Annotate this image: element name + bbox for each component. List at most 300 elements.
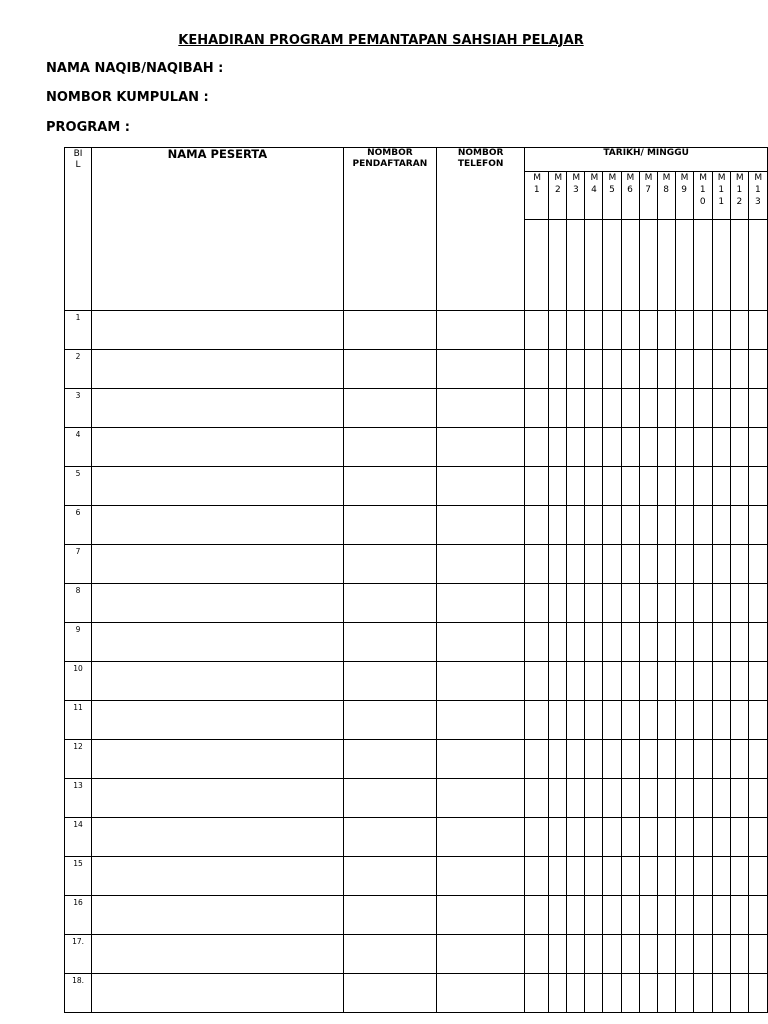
- attendance-cell[interactable]: [712, 506, 730, 545]
- nama-peserta-cell[interactable]: [92, 701, 344, 740]
- attendance-cell[interactable]: [585, 662, 603, 701]
- attendance-cell[interactable]: [603, 662, 621, 701]
- attendance-cell[interactable]: [730, 467, 748, 506]
- attendance-cell[interactable]: [748, 935, 767, 974]
- attendance-cell[interactable]: [549, 740, 567, 779]
- attendance-cell[interactable]: [585, 740, 603, 779]
- attendance-cell[interactable]: [585, 623, 603, 662]
- attendance-cell[interactable]: [603, 857, 621, 896]
- attendance-cell[interactable]: [675, 818, 693, 857]
- nama-peserta-cell[interactable]: [92, 740, 344, 779]
- attendance-cell[interactable]: [525, 389, 549, 428]
- attendance-cell[interactable]: [567, 662, 585, 701]
- attendance-cell[interactable]: [730, 623, 748, 662]
- attendance-cell[interactable]: [603, 896, 621, 935]
- attendance-cell[interactable]: [525, 701, 549, 740]
- attendance-cell[interactable]: [693, 662, 712, 701]
- attendance-cell[interactable]: [549, 935, 567, 974]
- attendance-cell[interactable]: [621, 623, 639, 662]
- attendance-cell[interactable]: [549, 701, 567, 740]
- attendance-cell[interactable]: [549, 350, 567, 389]
- attendance-cell[interactable]: [657, 935, 675, 974]
- attendance-cell[interactable]: [693, 974, 712, 1013]
- nama-peserta-cell[interactable]: [92, 428, 344, 467]
- nombor-telefon-cell[interactable]: [437, 662, 525, 701]
- attendance-cell[interactable]: [585, 935, 603, 974]
- attendance-cell[interactable]: [748, 389, 767, 428]
- attendance-cell[interactable]: [603, 467, 621, 506]
- attendance-cell[interactable]: [657, 662, 675, 701]
- attendance-cell[interactable]: [675, 428, 693, 467]
- week-header-cell: [712, 172, 730, 220]
- nombor-telefon-cell[interactable]: [437, 857, 525, 896]
- row-number: 4: [65, 428, 92, 467]
- attendance-cell[interactable]: [549, 545, 567, 584]
- attendance-cell[interactable]: [748, 701, 767, 740]
- field-nombor-kumpulan: NOMBOR KUMPULAN :: [46, 90, 209, 105]
- week-blank-cell: [712, 220, 730, 311]
- attendance-cell[interactable]: [549, 428, 567, 467]
- attendance-cell[interactable]: [693, 428, 712, 467]
- attendance-cell[interactable]: [525, 662, 549, 701]
- attendance-cell[interactable]: [693, 311, 712, 350]
- attendance-cell[interactable]: [748, 818, 767, 857]
- attendance-cell[interactable]: [657, 584, 675, 623]
- attendance-cell[interactable]: [675, 974, 693, 1013]
- attendance-cell[interactable]: [639, 584, 657, 623]
- nombor-telefon-cell[interactable]: [437, 350, 525, 389]
- nombor-pendaftaran-cell[interactable]: [343, 506, 436, 545]
- attendance-cell[interactable]: [567, 740, 585, 779]
- attendance-cell[interactable]: [549, 857, 567, 896]
- attendance-cell[interactable]: [657, 779, 675, 818]
- attendance-cell[interactable]: [693, 350, 712, 389]
- attendance-cell[interactable]: [567, 584, 585, 623]
- nama-peserta-cell[interactable]: [92, 584, 344, 623]
- attendance-cell[interactable]: [730, 545, 748, 584]
- attendance-cell[interactable]: [675, 896, 693, 935]
- attendance-cell[interactable]: [603, 506, 621, 545]
- attendance-cell[interactable]: [567, 857, 585, 896]
- attendance-cell[interactable]: [525, 350, 549, 389]
- week-header-cell: [675, 172, 693, 220]
- attendance-cell[interactable]: [657, 506, 675, 545]
- nombor-telefon-cell[interactable]: [437, 896, 525, 935]
- attendance-cell[interactable]: [525, 584, 549, 623]
- attendance-cell[interactable]: [585, 350, 603, 389]
- nama-peserta-cell[interactable]: [92, 545, 344, 584]
- nombor-pendaftaran-cell[interactable]: [343, 935, 436, 974]
- attendance-cell[interactable]: [675, 623, 693, 662]
- table-row: [65, 428, 768, 467]
- attendance-cell[interactable]: [639, 935, 657, 974]
- nombor-telefon-cell[interactable]: [437, 974, 525, 1013]
- nombor-telefon-cell[interactable]: [437, 584, 525, 623]
- attendance-cell[interactable]: [549, 467, 567, 506]
- attendance-cell[interactable]: [693, 935, 712, 974]
- attendance-cell[interactable]: [549, 389, 567, 428]
- attendance-cell[interactable]: [585, 818, 603, 857]
- attendance-cell[interactable]: [585, 545, 603, 584]
- nombor-pendaftaran-cell[interactable]: [343, 857, 436, 896]
- attendance-cell[interactable]: [693, 779, 712, 818]
- attendance-cell[interactable]: [693, 623, 712, 662]
- attendance-cell[interactable]: [549, 896, 567, 935]
- attendance-cell[interactable]: [525, 818, 549, 857]
- attendance-cell[interactable]: [730, 428, 748, 467]
- attendance-cell[interactable]: [748, 857, 767, 896]
- attendance-cell[interactable]: [730, 740, 748, 779]
- attendance-cell[interactable]: [603, 311, 621, 350]
- attendance-cell[interactable]: [712, 389, 730, 428]
- nama-peserta-cell[interactable]: [92, 467, 344, 506]
- attendance-cell[interactable]: [621, 857, 639, 896]
- attendance-cell[interactable]: [657, 896, 675, 935]
- nombor-telefon-cell[interactable]: [437, 389, 525, 428]
- nombor-pendaftaran-cell[interactable]: [343, 818, 436, 857]
- attendance-cell[interactable]: [657, 350, 675, 389]
- nama-peserta-cell[interactable]: [92, 389, 344, 428]
- attendance-cell[interactable]: [549, 506, 567, 545]
- attendance-cell[interactable]: [525, 506, 549, 545]
- attendance-cell[interactable]: [675, 740, 693, 779]
- nombor-telefon-cell[interactable]: [437, 545, 525, 584]
- attendance-cell[interactable]: [657, 389, 675, 428]
- nombor-pendaftaran-cell[interactable]: [343, 623, 436, 662]
- attendance-cell[interactable]: [675, 662, 693, 701]
- attendance-cell[interactable]: [585, 896, 603, 935]
- attendance-cell[interactable]: [675, 350, 693, 389]
- attendance-cell[interactable]: [585, 311, 603, 350]
- attendance-cell[interactable]: [657, 857, 675, 896]
- attendance-cell[interactable]: [657, 740, 675, 779]
- attendance-cell[interactable]: [621, 350, 639, 389]
- attendance-cell[interactable]: [621, 818, 639, 857]
- nombor-pendaftaran-cell[interactable]: [343, 779, 436, 818]
- attendance-cell[interactable]: [657, 818, 675, 857]
- attendance-cell[interactable]: [639, 623, 657, 662]
- nombor-telefon-cell[interactable]: [437, 428, 525, 467]
- attendance-cell[interactable]: [567, 701, 585, 740]
- nama-peserta-cell[interactable]: [92, 623, 344, 662]
- nama-peserta-cell[interactable]: [92, 350, 344, 389]
- nama-peserta-cell[interactable]: [92, 311, 344, 350]
- attendance-cell[interactable]: [675, 701, 693, 740]
- attendance-cell[interactable]: [693, 857, 712, 896]
- attendance-cell[interactable]: [693, 584, 712, 623]
- attendance-cell[interactable]: [585, 779, 603, 818]
- attendance-cell[interactable]: [585, 701, 603, 740]
- attendance-cell[interactable]: [525, 779, 549, 818]
- attendance-cell[interactable]: [748, 311, 767, 350]
- attendance-cell[interactable]: [621, 896, 639, 935]
- attendance-cell[interactable]: [693, 506, 712, 545]
- attendance-cell[interactable]: [748, 974, 767, 1013]
- attendance-cell[interactable]: [748, 740, 767, 779]
- attendance-cell[interactable]: [621, 428, 639, 467]
- nombor-pendaftaran-cell[interactable]: [343, 428, 436, 467]
- attendance-cell[interactable]: [525, 311, 549, 350]
- nama-peserta-cell[interactable]: [92, 935, 344, 974]
- nombor-telefon-cell[interactable]: [437, 779, 525, 818]
- attendance-cell[interactable]: [525, 974, 549, 1013]
- attendance-cell[interactable]: [567, 311, 585, 350]
- attendance-cell[interactable]: [567, 545, 585, 584]
- attendance-cell[interactable]: [657, 467, 675, 506]
- attendance-cell[interactable]: [603, 428, 621, 467]
- attendance-cell[interactable]: [639, 857, 657, 896]
- attendance-cell[interactable]: [693, 740, 712, 779]
- nombor-telefon-cell[interactable]: [437, 506, 525, 545]
- attendance-cell[interactable]: [730, 506, 748, 545]
- attendance-cell[interactable]: [567, 896, 585, 935]
- attendance-cell[interactable]: [712, 896, 730, 935]
- attendance-cell[interactable]: [693, 818, 712, 857]
- nombor-pendaftaran-cell[interactable]: [343, 662, 436, 701]
- attendance-cell[interactable]: [567, 623, 585, 662]
- nombor-pendaftaran-cell[interactable]: [343, 467, 436, 506]
- attendance-cell[interactable]: [567, 506, 585, 545]
- attendance-cell[interactable]: [748, 506, 767, 545]
- nombor-pendaftaran-cell[interactable]: [343, 740, 436, 779]
- attendance-cell[interactable]: [549, 779, 567, 818]
- attendance-cell[interactable]: [748, 662, 767, 701]
- attendance-cell[interactable]: [712, 818, 730, 857]
- attendance-cell[interactable]: [525, 935, 549, 974]
- attendance-cell[interactable]: [639, 974, 657, 1013]
- attendance-cell[interactable]: [525, 467, 549, 506]
- attendance-cell[interactable]: [748, 584, 767, 623]
- attendance-cell[interactable]: [675, 584, 693, 623]
- attendance-cell[interactable]: [525, 857, 549, 896]
- attendance-cell[interactable]: [639, 896, 657, 935]
- attendance-cell[interactable]: [621, 935, 639, 974]
- attendance-cell[interactable]: [549, 584, 567, 623]
- week-blank-cell: [693, 220, 712, 311]
- attendance-cell[interactable]: [675, 506, 693, 545]
- attendance-cell[interactable]: [603, 350, 621, 389]
- nama-peserta-cell[interactable]: [92, 818, 344, 857]
- attendance-cell[interactable]: [585, 584, 603, 623]
- attendance-cell[interactable]: [693, 467, 712, 506]
- attendance-cell[interactable]: [730, 818, 748, 857]
- attendance-cell[interactable]: [693, 701, 712, 740]
- attendance-cell[interactable]: [603, 779, 621, 818]
- attendance-cell[interactable]: [712, 311, 730, 350]
- attendance-cell[interactable]: [730, 935, 748, 974]
- attendance-cell[interactable]: [585, 857, 603, 896]
- attendance-cell[interactable]: [525, 623, 549, 662]
- attendance-cell[interactable]: [712, 740, 730, 779]
- attendance-cell[interactable]: [603, 545, 621, 584]
- attendance-cell[interactable]: [603, 974, 621, 1013]
- attendance-cell[interactable]: [567, 428, 585, 467]
- nombor-pendaftaran-cell[interactable]: [343, 389, 436, 428]
- attendance-cell[interactable]: [549, 623, 567, 662]
- attendance-cell[interactable]: [585, 467, 603, 506]
- attendance-cell[interactable]: [693, 896, 712, 935]
- attendance-cell[interactable]: [621, 545, 639, 584]
- attendance-cell[interactable]: [621, 662, 639, 701]
- row-number: 15: [65, 857, 92, 896]
- nama-peserta-cell[interactable]: [92, 974, 344, 1013]
- attendance-cell[interactable]: [730, 974, 748, 1013]
- nombor-telefon-cell[interactable]: [437, 701, 525, 740]
- attendance-cell[interactable]: [748, 467, 767, 506]
- week-header-cell: [549, 172, 567, 220]
- attendance-cell[interactable]: [675, 545, 693, 584]
- attendance-cell[interactable]: [639, 740, 657, 779]
- attendance-cell[interactable]: [603, 935, 621, 974]
- attendance-cell[interactable]: [730, 896, 748, 935]
- attendance-cell[interactable]: [730, 389, 748, 428]
- attendance-cell[interactable]: [730, 350, 748, 389]
- attendance-cell[interactable]: [730, 701, 748, 740]
- attendance-cell[interactable]: [525, 740, 549, 779]
- attendance-cell[interactable]: [657, 701, 675, 740]
- attendance-cell[interactable]: [621, 506, 639, 545]
- attendance-cell[interactable]: [693, 389, 712, 428]
- attendance-cell[interactable]: [693, 545, 712, 584]
- attendance-cell[interactable]: [748, 896, 767, 935]
- attendance-cell[interactable]: [712, 584, 730, 623]
- nombor-pendaftaran-cell[interactable]: [343, 896, 436, 935]
- attendance-cell[interactable]: [639, 779, 657, 818]
- attendance-cell[interactable]: [657, 428, 675, 467]
- nombor-telefon-cell[interactable]: [437, 623, 525, 662]
- attendance-cell[interactable]: [730, 662, 748, 701]
- attendance-cell[interactable]: [748, 350, 767, 389]
- attendance-cell[interactable]: [567, 935, 585, 974]
- attendance-cell[interactable]: [639, 506, 657, 545]
- attendance-cell[interactable]: [675, 311, 693, 350]
- attendance-cell[interactable]: [730, 779, 748, 818]
- attendance-cell[interactable]: [525, 896, 549, 935]
- nombor-telefon-cell[interactable]: [437, 740, 525, 779]
- nombor-telefon-cell[interactable]: [437, 467, 525, 506]
- nombor-telefon-cell[interactable]: [437, 311, 525, 350]
- attendance-cell[interactable]: [639, 428, 657, 467]
- nama-peserta-cell[interactable]: [92, 779, 344, 818]
- attendance-cell[interactable]: [657, 311, 675, 350]
- nombor-pendaftaran-cell[interactable]: [343, 350, 436, 389]
- nombor-pendaftaran-cell[interactable]: [343, 974, 436, 1013]
- attendance-cell[interactable]: [549, 974, 567, 1013]
- attendance-cell[interactable]: [567, 389, 585, 428]
- row-number: 2: [65, 350, 92, 389]
- attendance-cell[interactable]: [621, 311, 639, 350]
- attendance-cell[interactable]: [585, 974, 603, 1013]
- attendance-cell[interactable]: [603, 584, 621, 623]
- nombor-telefon-cell[interactable]: [437, 818, 525, 857]
- attendance-cell[interactable]: [525, 428, 549, 467]
- attendance-cell[interactable]: [603, 818, 621, 857]
- nombor-pendaftaran-cell[interactable]: [343, 584, 436, 623]
- attendance-cell[interactable]: [621, 701, 639, 740]
- attendance-cell[interactable]: [639, 389, 657, 428]
- attendance-cell[interactable]: [621, 740, 639, 779]
- nombor-pendaftaran-cell[interactable]: [343, 311, 436, 350]
- attendance-cell[interactable]: [675, 389, 693, 428]
- attendance-cell[interactable]: [675, 779, 693, 818]
- attendance-cell[interactable]: [675, 857, 693, 896]
- nama-peserta-cell[interactable]: [92, 896, 344, 935]
- attendance-cell[interactable]: [712, 701, 730, 740]
- attendance-cell[interactable]: [639, 545, 657, 584]
- nombor-telefon-cell[interactable]: [437, 935, 525, 974]
- attendance-cell[interactable]: [748, 623, 767, 662]
- row-number: 1: [65, 311, 92, 350]
- attendance-cell[interactable]: [621, 389, 639, 428]
- attendance-cell[interactable]: [712, 779, 730, 818]
- attendance-cell[interactable]: [585, 428, 603, 467]
- nombor-pendaftaran-cell[interactable]: [343, 545, 436, 584]
- week-header-cell: [585, 172, 603, 220]
- attendance-cell[interactable]: [748, 779, 767, 818]
- attendance-cell[interactable]: [712, 350, 730, 389]
- attendance-cell[interactable]: [567, 467, 585, 506]
- attendance-cell[interactable]: [657, 545, 675, 584]
- nombor-pendaftaran-cell[interactable]: [343, 701, 436, 740]
- nama-peserta-cell[interactable]: [92, 857, 344, 896]
- attendance-cell[interactable]: [639, 311, 657, 350]
- attendance-cell[interactable]: [712, 623, 730, 662]
- attendance-cell[interactable]: [712, 857, 730, 896]
- attendance-cell[interactable]: [639, 701, 657, 740]
- attendance-cell[interactable]: [549, 311, 567, 350]
- attendance-cell[interactable]: [603, 389, 621, 428]
- attendance-cell[interactable]: [712, 467, 730, 506]
- attendance-cell[interactable]: [639, 350, 657, 389]
- nama-peserta-cell[interactable]: [92, 662, 344, 701]
- attendance-cell[interactable]: [639, 467, 657, 506]
- attendance-cell[interactable]: [657, 623, 675, 662]
- attendance-cell[interactable]: [603, 701, 621, 740]
- attendance-cell[interactable]: [603, 740, 621, 779]
- attendance-cell[interactable]: [712, 545, 730, 584]
- attendance-cell[interactable]: [712, 662, 730, 701]
- attendance-cell[interactable]: [567, 974, 585, 1013]
- attendance-cell[interactable]: [567, 818, 585, 857]
- attendance-cell[interactable]: [549, 818, 567, 857]
- attendance-cell[interactable]: [567, 350, 585, 389]
- attendance-cell[interactable]: [621, 974, 639, 1013]
- attendance-cell[interactable]: [712, 935, 730, 974]
- attendance-cell[interactable]: [621, 584, 639, 623]
- attendance-cell[interactable]: [675, 935, 693, 974]
- attendance-cell[interactable]: [621, 467, 639, 506]
- attendance-cell[interactable]: [549, 662, 567, 701]
- nama-peserta-cell[interactable]: [92, 506, 344, 545]
- attendance-cell[interactable]: [621, 779, 639, 818]
- attendance-cell[interactable]: [603, 623, 621, 662]
- attendance-cell[interactable]: [639, 662, 657, 701]
- attendance-cell[interactable]: [525, 545, 549, 584]
- attendance-cell[interactable]: [748, 545, 767, 584]
- attendance-cell[interactable]: [748, 428, 767, 467]
- attendance-cell[interactable]: [730, 311, 748, 350]
- attendance-cell[interactable]: [730, 584, 748, 623]
- attendance-cell[interactable]: [730, 857, 748, 896]
- attendance-cell[interactable]: [585, 389, 603, 428]
- attendance-cell[interactable]: [712, 974, 730, 1013]
- attendance-cell[interactable]: [712, 428, 730, 467]
- attendance-cell[interactable]: [639, 818, 657, 857]
- attendance-cell[interactable]: [567, 779, 585, 818]
- attendance-cell[interactable]: [657, 974, 675, 1013]
- attendance-cell[interactable]: [675, 467, 693, 506]
- attendance-cell[interactable]: [585, 506, 603, 545]
